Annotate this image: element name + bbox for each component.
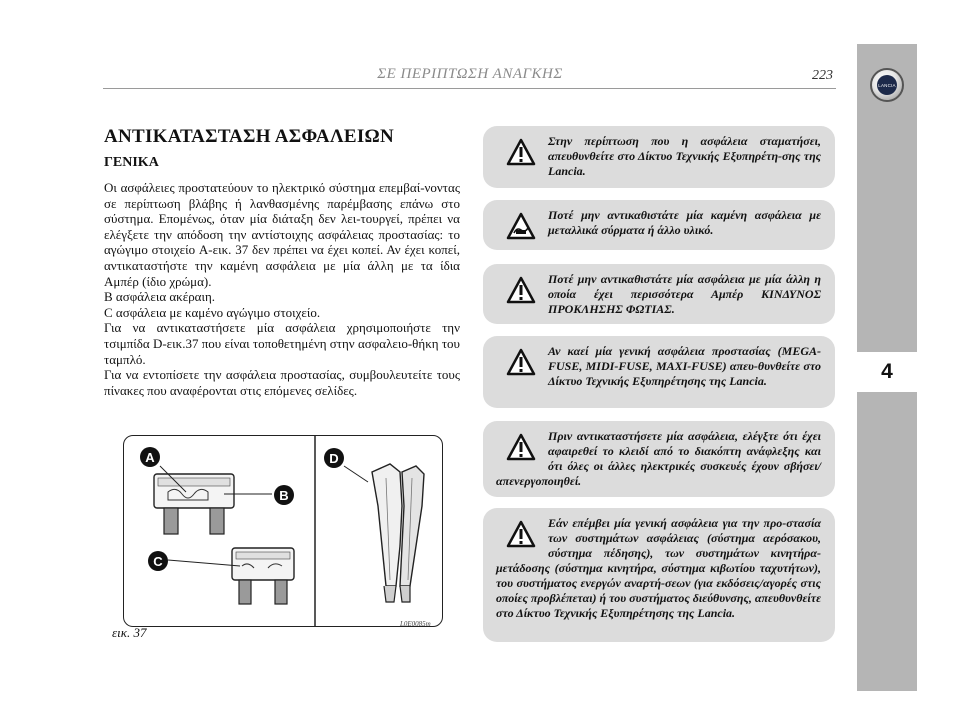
lancia-logo-icon xyxy=(870,68,904,102)
paragraph-tables: Για να εντοπίσετε την ασφάλεια προστασίας, συμβουλευτείτε τους πίνακες που αναφέρονται στις επόμενες σελίδες. xyxy=(104,367,460,398)
page-number: 223 xyxy=(812,68,833,83)
section-title: ΣΕ ΠΕΡΙΠΤΩΣΗ ΑΝΑΓΚΗΣ xyxy=(377,66,563,82)
body-text xyxy=(104,180,460,398)
svg-text:D: D xyxy=(329,451,339,466)
warning-triangle-icon xyxy=(506,276,536,304)
page-heading: ΑΝΤΙΚΑΤΑΣΤΑΣΗ ΑΣΦΑΛΕΙΩΝ xyxy=(104,126,395,147)
figure-code: L0E0085m xyxy=(400,620,431,628)
svg-text:A: A xyxy=(145,450,155,465)
fuse-illustration xyxy=(124,436,443,627)
paragraph-item-b: B ασφάλεια ακέραιη. xyxy=(104,289,216,305)
warning-text-1: Στην περίπτωση που η ασφάλεια σταματήσει, απευθυνθείτε στο Δίκτυο Τεχνικής Εξυπηρέτη-σης της Lancia. xyxy=(548,134,821,178)
label-c xyxy=(148,551,168,571)
warning-box-1 xyxy=(483,126,835,188)
section-subheading: ΓΕΝΙΚΑ xyxy=(104,155,159,170)
warning-text-2: Ποτέ μην αντικαθιστάτε μία καμένη ασφάλεια με μεταλλικά σύρματα ή άλλο υλικό. xyxy=(548,208,821,237)
svg-text:B: B xyxy=(279,488,289,503)
chapter-tab[interactable]: 4 xyxy=(857,352,917,392)
paragraph-intro: Οι ασφάλειες προστατεύουν το ηλεκτρικό σύστημα επεμβαί-νοντας σε περίπτωση βλάβης ή λανθασμένης παρέμβασης επάνω στο σύστημα. Επομένως, όταν μία διάταξη δεν λει-τουργεί, πρέπει να ελέγξετε την απόδοση την αντίστοιχης ασφάλειας προστασίας: το αγώγιμο στοιχείο A-εικ. 37 δεν πρέπει να έχει κοπεί. Αν έχει κοπεί, αντικαταστήστε την καμένη ασφάλεια με μία άλλη με τα ίδια Αμπέρ (ίδιο χρώμα). xyxy=(104,180,460,289)
warning-triangle-icon xyxy=(506,520,536,548)
figure-caption: εικ. 37 xyxy=(112,625,147,640)
leader-line-d xyxy=(344,466,368,482)
svg-text:C: C xyxy=(153,554,163,569)
warning-text-5: Πριν αντικαταστήσετε μία ασφάλεια, ελέγξτε ότι έχει αφαιρεθεί το κλειδί από το διακόπτη ανάφλεξης και ότι όλες οι άλλες ηλεκτρικές συσκευές έχουν σβήσει/απενεργοποιηθεί. xyxy=(496,429,821,488)
paragraph-item-c: C ασφάλεια με καμένο αγώγιμο στοιχείο. xyxy=(104,304,321,320)
paragraph-tweezers: Για να αντικαταστήσετε μία ασφάλεια χρησιμοποιήστε την τσιμπίδα D-εικ.37 που είναι τοποθετημένη στην ασφαλειο-θήκη του ταμπλό. xyxy=(104,320,460,367)
warning-box-3 xyxy=(483,264,835,324)
label-a xyxy=(140,447,160,467)
fuse-figure xyxy=(123,435,443,627)
fuse-blown xyxy=(232,548,294,604)
fuse-intact xyxy=(154,474,234,534)
header-divider xyxy=(103,88,836,89)
label-d xyxy=(324,448,344,468)
warning-text-4: Αν καεί μία γενική ασφάλεια προστασίας (MEGA-FUSE, MIDI-FUSE, MAXI-FUSE) απευ-θυνθείτε στο Δίκτυο Τεχνικής Εξυπηρέτησης της Lancia. xyxy=(548,344,821,388)
warning-box-4 xyxy=(483,336,835,408)
warning-text-3: Ποτέ μην αντικαθιστάτε μία ασφάλεια με μία άλλη η οποία έχει περισσότερα Αμπέρ ΚΙΝΔΥΝΟΣ ΠΡΟΚΛΗΣΗΣ ΦΩΤΙΑΣ. xyxy=(548,272,821,316)
leader-line-c xyxy=(168,560,240,566)
fuse-tweezers xyxy=(372,464,424,602)
warning-triangle-icon xyxy=(506,433,536,461)
warning-box-6 xyxy=(483,508,835,642)
warning-box-5 xyxy=(483,421,835,497)
warning-text-6: Εάν επέμβει μία γενική ασφάλεια για την προ-στασία των συστημάτων ασφάλειας (σύστημα αερόσακου, σύστημα πέδησης), των συστημάτων κινητήρα-μετάδοσης (σύστημα κινητήρα, σύστημα κιβωτίου ταχυτήτων), του συστήματος ενεργών αναρτή-σεων (για εκδόσεις/αγορές στις οποίες προβλέπεται) ή του συστήματος διεύθυνσης, απευθυνθείτε στο Δίκτυο Τεχνικής Εξυπηρέτησης της Lancia. xyxy=(496,516,821,620)
label-b xyxy=(274,485,294,505)
wire-prohibition-icon xyxy=(506,212,536,240)
warning-box-2 xyxy=(483,200,835,250)
warning-triangle-icon xyxy=(506,348,536,376)
logo-text: LANCIA xyxy=(877,75,897,95)
warning-triangle-icon xyxy=(506,138,536,166)
